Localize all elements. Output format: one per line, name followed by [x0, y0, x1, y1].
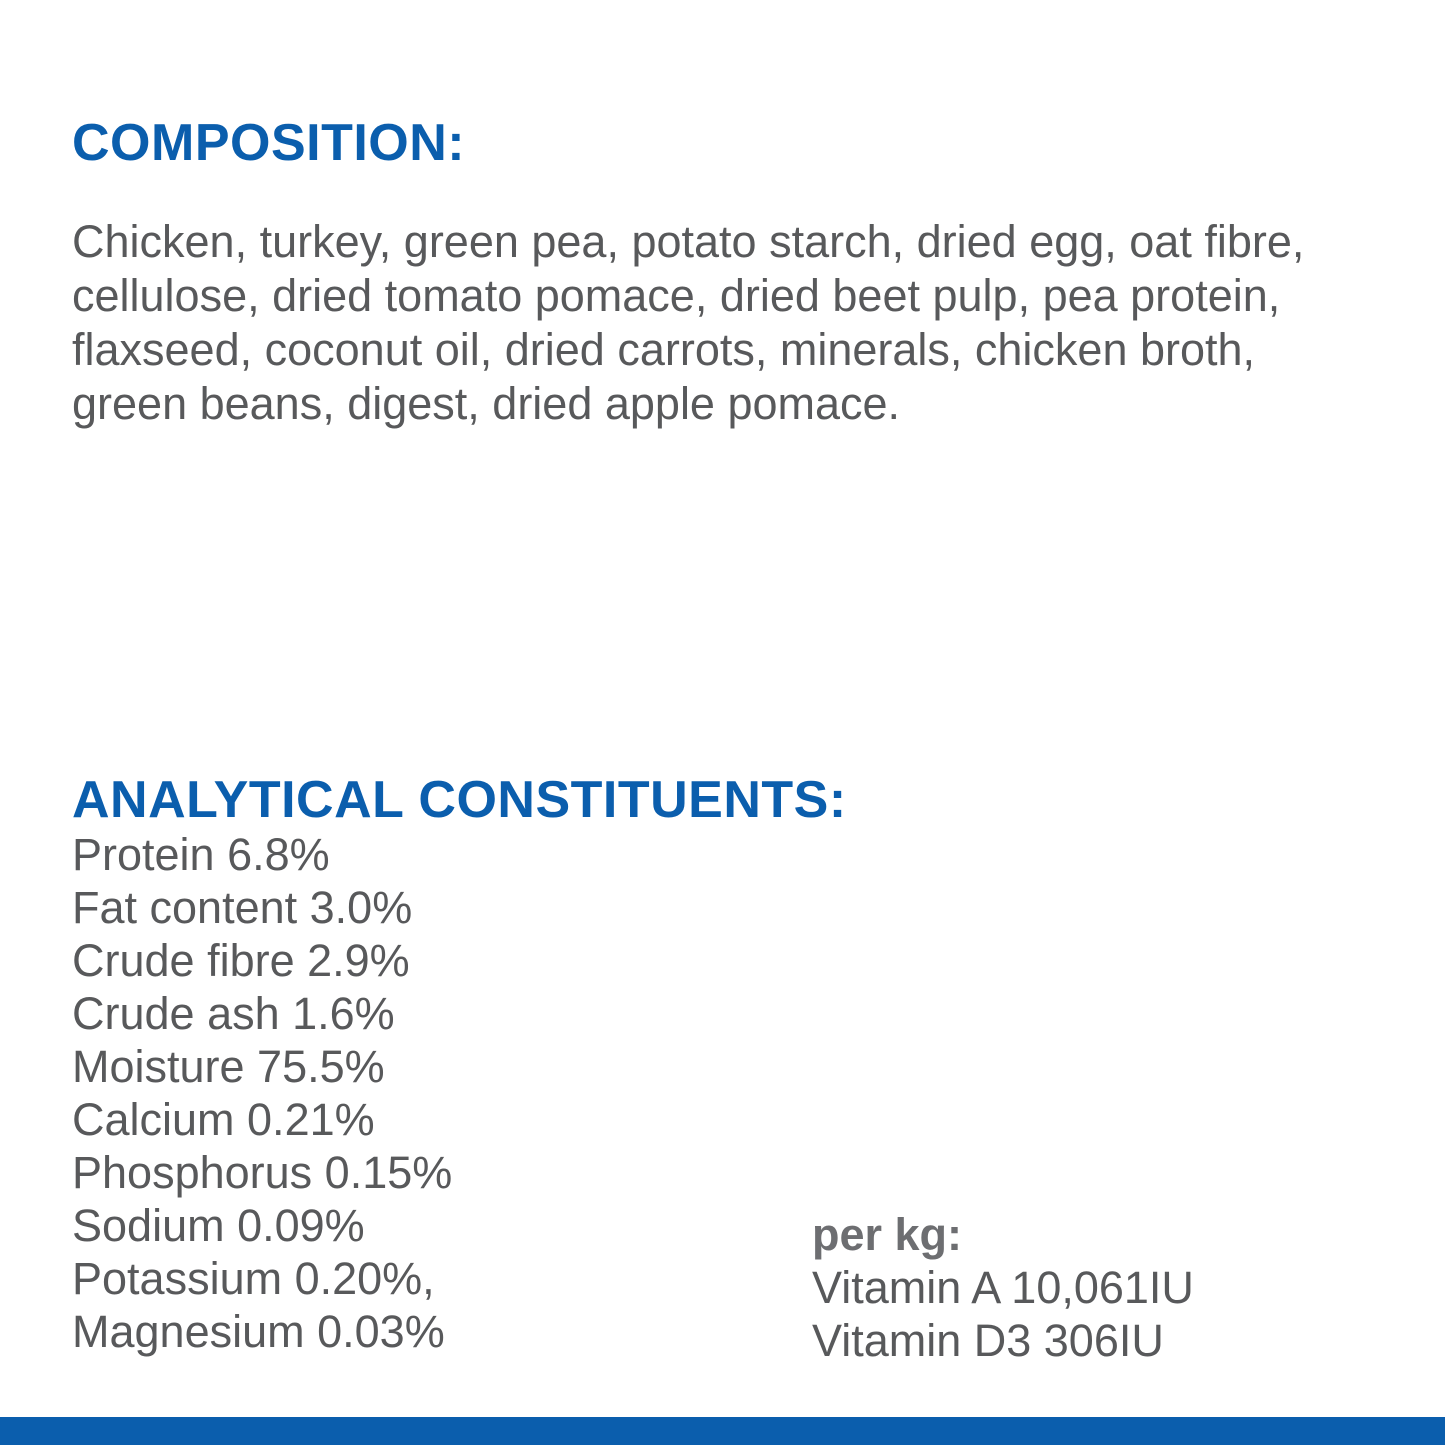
- list-item: Crude ash 1.6%: [72, 988, 395, 1039]
- list-item: Magnesium 0.03%: [72, 1306, 445, 1357]
- footer-bar: [0, 1417, 1445, 1445]
- list-item: Vitamin A 10,061IU: [812, 1262, 1194, 1313]
- list-item: Sodium 0.09%: [72, 1200, 365, 1251]
- list-item: Potassium 0.20%,: [72, 1253, 435, 1304]
- analytical-constituents-heading: ANALYTICAL CONSTITUENTS:: [72, 770, 847, 829]
- list-item: Vitamin D3 306IU: [812, 1315, 1164, 1366]
- composition-text: Chicken, turkey, green pea, potato starch, dried egg, oat fibre, cellulose, dried tomato pomace, dried beet pulp, pea protein, flaxseed, coconut oil, dried carrots, minerals, chicken broth, green beans, digest, dried apple pomace.: [72, 216, 1305, 429]
- per-kg-label: per kg:: [812, 1209, 963, 1260]
- list-item: Protein 6.8%: [72, 829, 330, 880]
- per-kg-vitamins-block: [812, 1208, 1372, 1367]
- list-item: Phosphorus 0.15%: [72, 1147, 453, 1198]
- list-item: Calcium 0.21%: [72, 1094, 375, 1145]
- analytical-constituents-list: [72, 828, 772, 1358]
- list-item: Moisture 75.5%: [72, 1041, 385, 1092]
- composition-heading: COMPOSITION:: [72, 113, 466, 172]
- list-item: Crude fibre 2.9%: [72, 935, 410, 986]
- list-item: Fat content 3.0%: [72, 882, 413, 933]
